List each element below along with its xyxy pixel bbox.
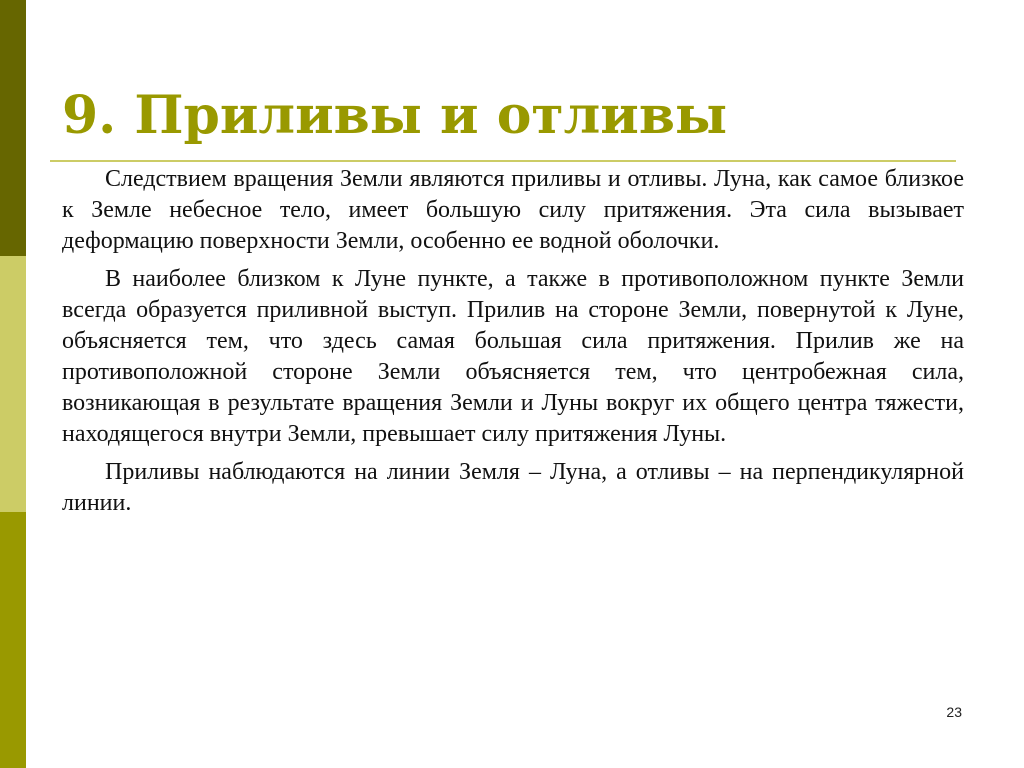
sidebar-band-top [0,0,26,256]
paragraph-2: В наиболее близком к Луне пункте, а также в противоположном пункте Земли всегда образуется приливной выступ. Прилив на стороне Земли, повернутой к Луне, объясняется тем, что здесь самая большая сила притяжения. Прилив же на противоположной стороне Земли объясняется тем, что центробежная сила, возникающая в результате вращения Земли и Луны вокруг их общего центра тяжести, находящегося внутри Земли, превышает силу притяжения Луны. [62,266,964,447]
paragraph-1: Следствием вращения Земли являются приливы и отливы. Луна, как самое близкое к Земле небесное тело, имеет большую силу притяжения. Эта сила вызывает деформацию поверхности Земли, особенно ее водной оболочки. [62,166,964,254]
title-underline [50,160,956,162]
sidebar-band-bottom [0,512,26,768]
sidebar-band-middle [0,256,26,512]
paragraph-3: Приливы наблюдаются на линии Земля – Луна, а отливы – на перпендикулярной линии. [62,459,964,516]
page-number: 23 [946,704,962,720]
slide-body [62,164,964,526]
slide-title: 9. Приливы и отливы [62,85,728,146]
